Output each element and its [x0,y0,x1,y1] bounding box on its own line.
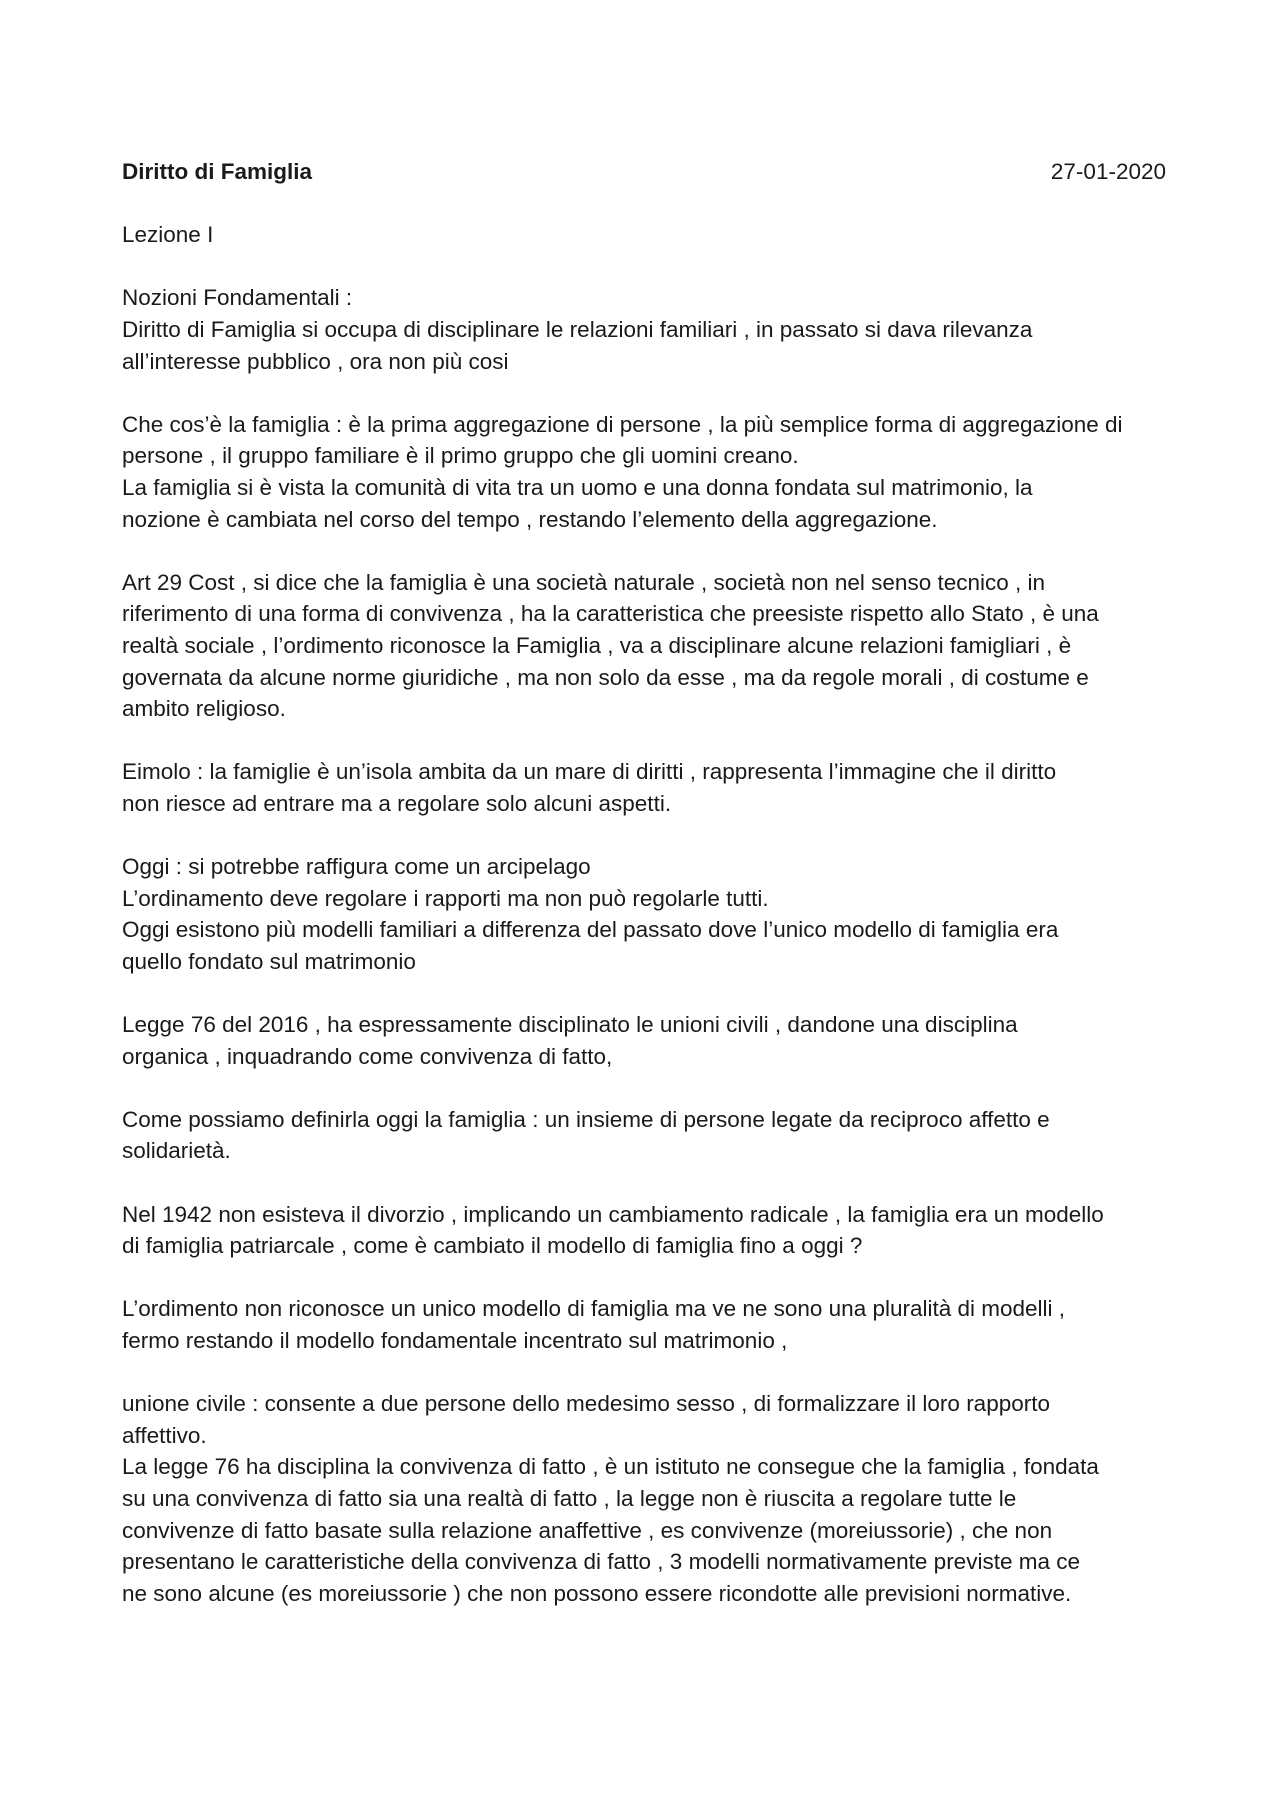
text-line: su una convivenza di fatto sia una realtà di fatto , la legge non è riuscita a regolare tutte le [122,1485,1017,1511]
text-line: quello fondato sul matrimonio [122,948,416,974]
text-line: Art 29 Cost , si dice che la famiglia è una società naturale , società non nel senso tecnico , in [122,569,1046,595]
paragraph-lesson [122,219,1166,251]
text-line: La famiglia si è vista la comunità di vita tra un uomo e una donna fondata sul matrimonio, la [122,474,1033,500]
text-line: Lezione I [122,222,214,248]
text-line: fermo restando il modello fondamentale incentrato sul matrimonio , [122,1327,788,1353]
document-header [122,156,1166,188]
paragraph-example [122,756,1166,819]
paragraph-civil-union [122,1388,1166,1609]
text-line: Come possiamo definirla oggi la famiglia : un insieme di persone legate da reciproco affetto e [122,1106,1050,1132]
paragraph-definition [122,409,1166,535]
text-line: solidarietà. [122,1138,231,1164]
text-line: di famiglia patriarcale , come è cambiato il modello di famiglia fino a oggi ? [122,1233,863,1259]
text-line: Oggi esistono più modelli familiari a differenza del passato dove l’unico modello di famiglia era [122,917,1059,943]
text-line: all’interesse pubblico , ora non più cosi [122,348,509,374]
text-line: realtà sociale , l’ordimento riconosce la Famiglia , va a disciplinare alcune relazioni famigliari , è [122,632,1072,658]
paragraph-plurality [122,1293,1166,1356]
text-line: governata da alcune norme giuridiche , ma non solo da esse , ma da regole morali , di costume e [122,664,1089,690]
text-line: presentano le caratteristiche della convivenza di fatto , 3 modelli normativamente previste ma ce [122,1549,1080,1575]
document-title: Diritto di Famiglia [122,159,313,184]
paragraph-today [122,851,1166,977]
text-line: Che cos’è la famiglia : è la prima aggregazione di persone , la più semplice forma di aggregazione di [122,411,1123,437]
text-line: organica , inquadrando come convivenza di fatto, [122,1043,613,1069]
paragraph-fundamentals [122,282,1166,377]
text-line: Eimolo : la famiglie è un’isola ambita da un mare di diritti , rappresenta l’immagine che il diritto [122,759,1057,785]
text-line: Legge 76 del 2016 , ha espressamente disciplinato le unioni civili , dandone una disciplina [122,1012,1018,1038]
text-line: riferimento di una forma di convivenza , ha la caratteristica che preesiste rispetto allo Stato , è una [122,601,1099,627]
document-date: 27-01-2020 [1050,159,1166,184]
text-line: convivenze di fatto basate sulla relazione anaffettive , es convivenze (moreiussorie) , che non [122,1517,1053,1543]
text-line: Diritto di Famiglia si occupa di disciplinare le relazioni familiari , in passato si dava rilevanza [122,316,1033,342]
paragraph-define-today [122,1104,1166,1167]
text-line: non riesce ad entrare ma a regolare solo alcuni aspetti. [122,790,672,816]
text-line: Nel 1942 non esisteva il divorzio , implicando un cambiamento radicale , la famiglia era un modello [122,1201,1104,1227]
text-line: L’ordimento non riconosce un unico modello di famiglia ma ve ne sono una pluralità di modelli , [122,1296,1066,1322]
document-body [122,156,1166,1641]
text-line: ambito religioso. [122,696,286,722]
text-line: La legge 76 ha disciplina la convivenza di fatto , è un istituto ne consegue che la famiglia , fondata [122,1454,1099,1480]
text-line: unione civile : consente a due persone dello medesimo sesso , di formalizzare il loro rapporto [122,1391,1050,1417]
paragraph-1942 [122,1199,1166,1262]
text-line: Nozioni Fondamentali : [122,285,353,311]
text-line: nozione è cambiata nel corso del tempo , restando l’elemento della aggregazione. [122,506,938,532]
text-line: ne sono alcune (es moreiussorie ) che non possono essere ricondotte alle previsioni normative. [122,1580,1072,1606]
text-line: L’ordinamento deve regolare i rapporti ma non può regolarle tutti. [122,885,769,911]
paragraph-law76 [122,1009,1166,1072]
paragraph-art29 [122,567,1166,725]
text-line: persone , il gruppo familiare è il primo gruppo che gli uomini creano. [122,443,799,469]
text-line: Oggi : si potrebbe raffigura come un arcipelago [122,854,591,880]
text-line: affettivo. [122,1422,207,1448]
